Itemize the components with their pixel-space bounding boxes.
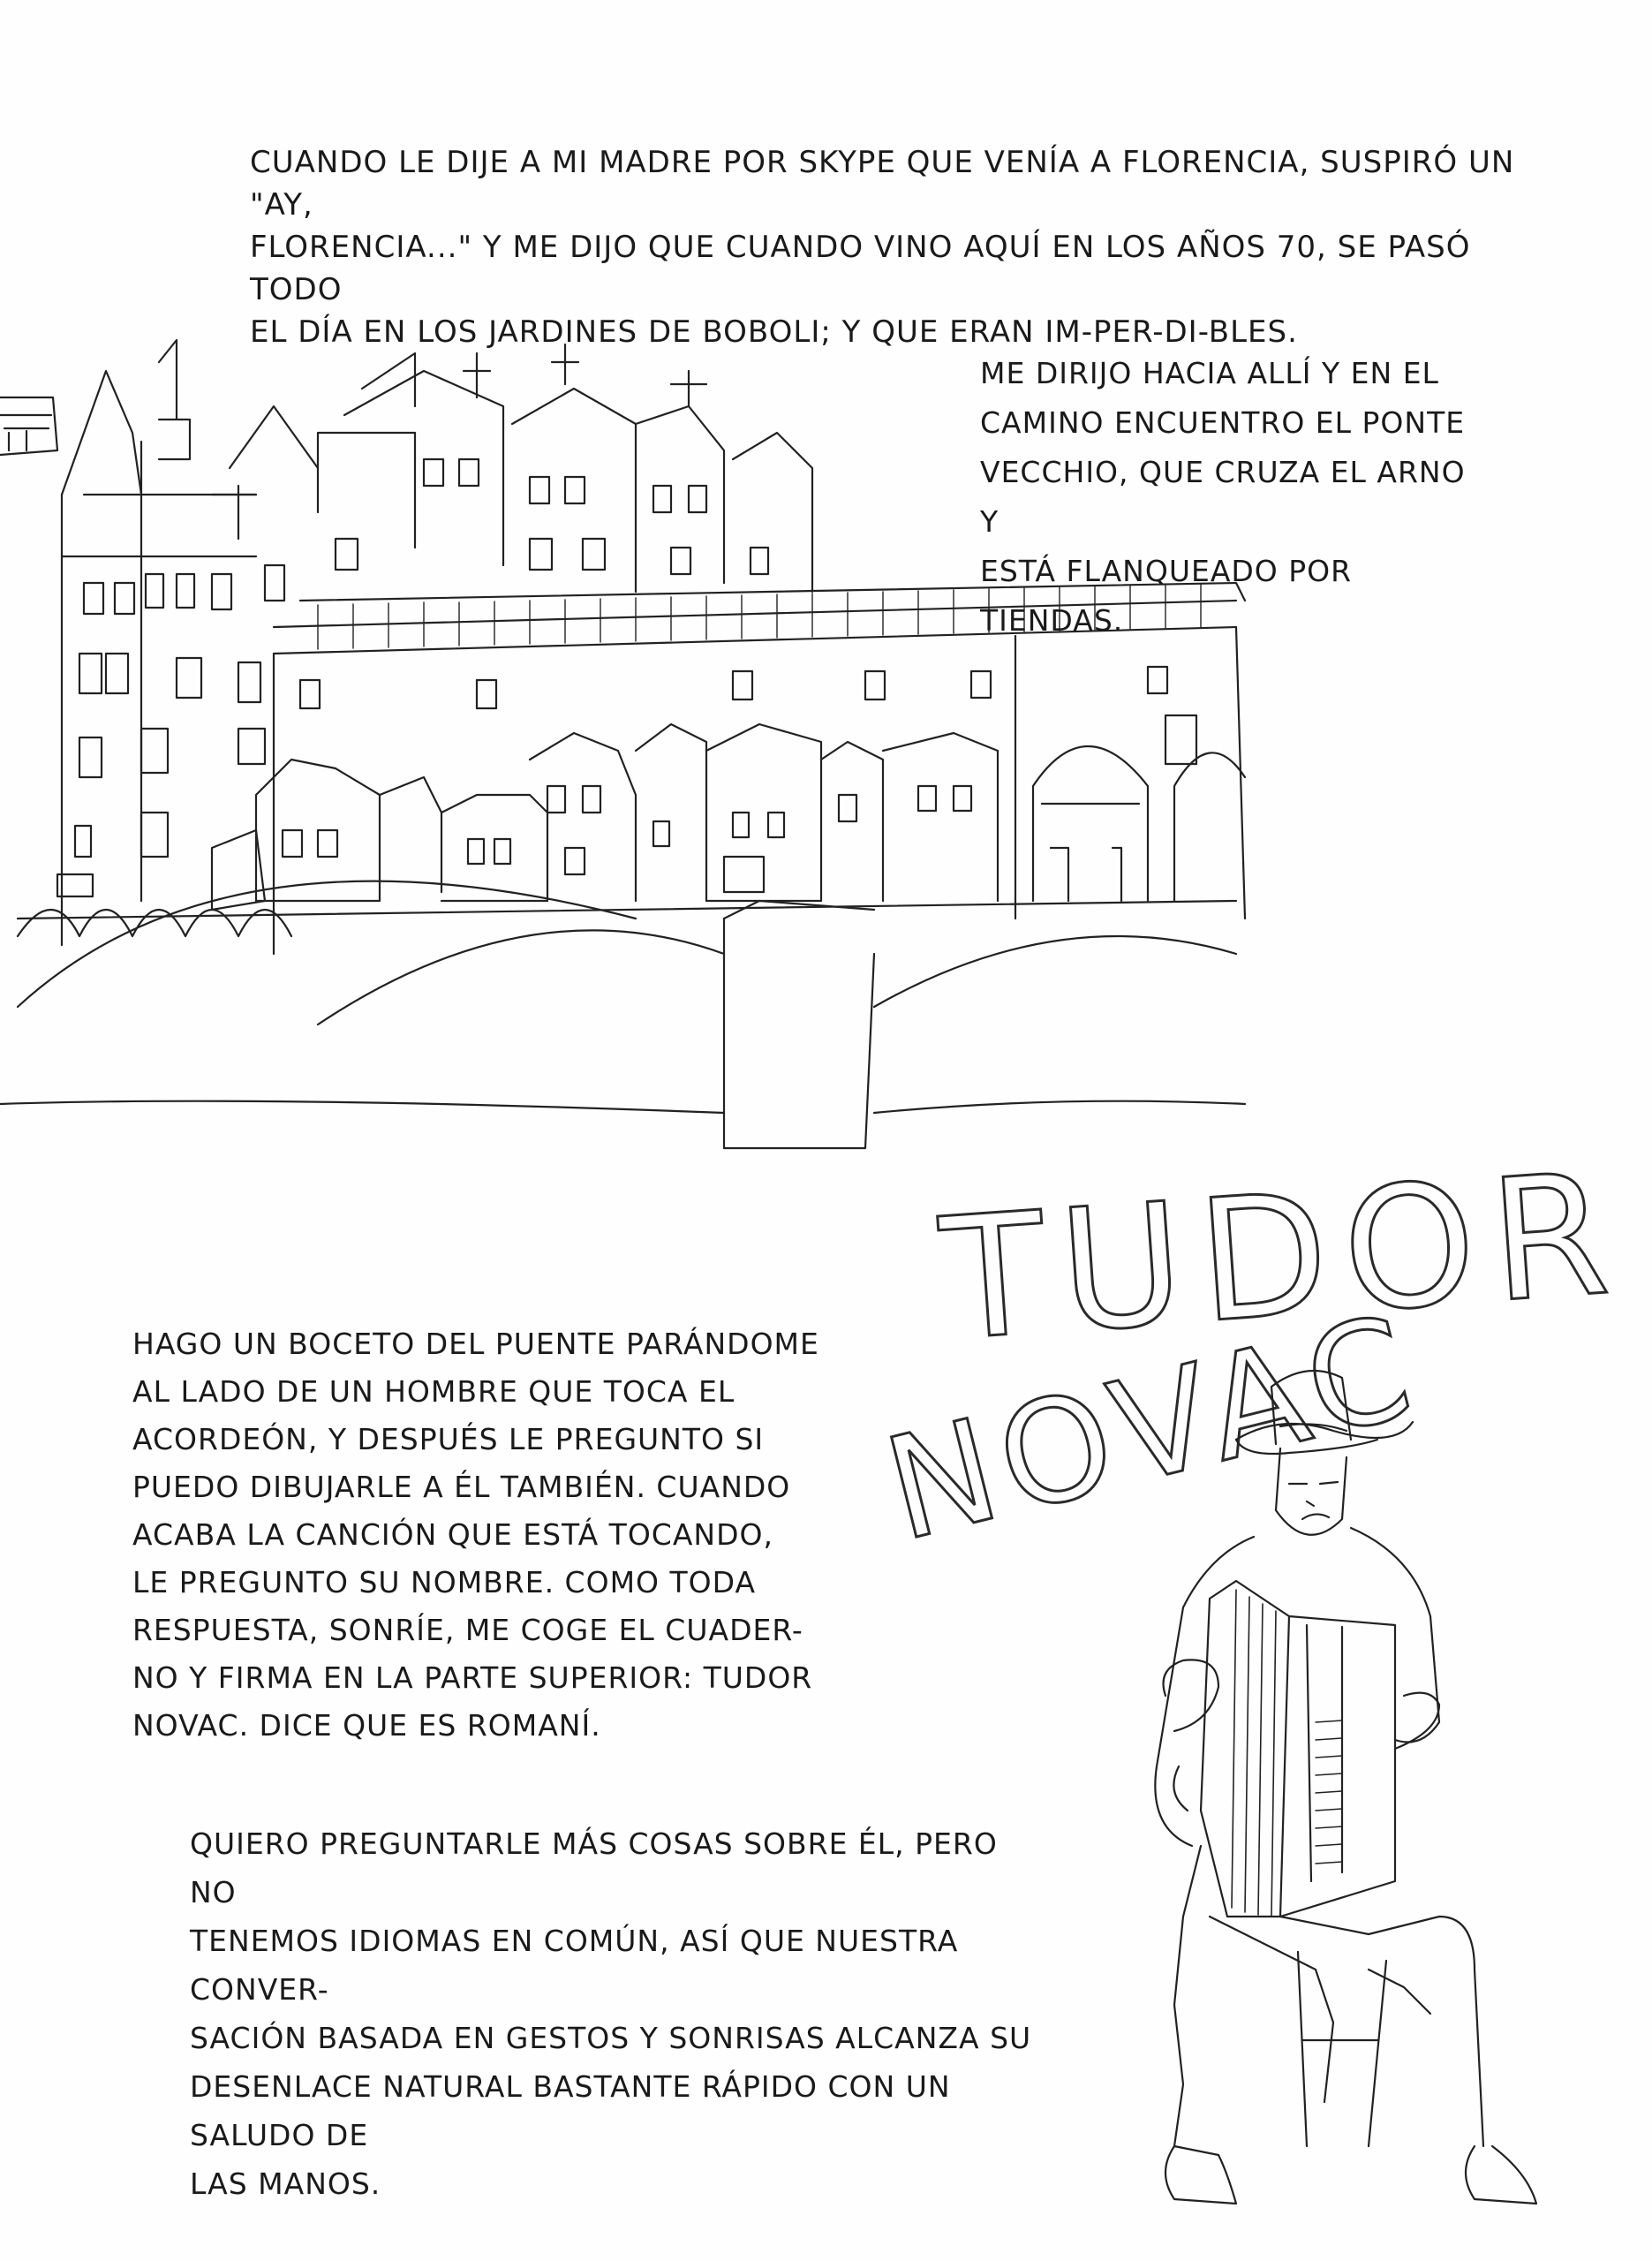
- caption-intro: CUANDO LE DIJE A MI MADRE POR SKYPE QUE VENÍA A FLORENCIA, SUSPIRÓ UN "AY, FLORENCIA..." Y ME DIJO QUE CUANDO VINO AQUÍ EN LOS AÑOS 70, SE PASÓ TODO EL DÍA EN LOS JARDINES DE BOBOLI; Y QUE ERAN IM-PER-DI-BLES.: [250, 145, 1515, 350]
- caption-sketch: HAGO UN BOCETO DEL PUENTE PARÁNDOME AL LADO DE UN HOMBRE QUE TOCA EL ACORDEÓN, Y DESPUÉS LE PREGUNTO SI PUEDO DIBUJARLE A ÉL TAMBIÉN. CUANDO ACABA LA CANCIÓN QUE ESTÁ TOCANDO, LE PREGUNTO SU NOMBRE. COMO TODA RESPUESTA, SONRÍE, ME COGE EL CUADER- NO Y FIRMA EN LA PARTE SUPERIOR: TUDOR NOVAC. DICE QUE ES ROMANÍ.: [132, 1327, 819, 1743]
- svg-text:NOVAC: NOVAC: [871, 1282, 1435, 1573]
- caption-bridge: ME DIRIJO HACIA ALLÍ Y EN EL CAMINO ENCUENTRO EL PONTE VECCHIO, QUE CRUZA EL ARNO Y ESTÁ FLANQUEADO POR TIENDAS.: [980, 356, 1466, 638]
- caption-language: QUIERO PREGUNTARLE MÁS COSAS SOBRE ÉL, PERO NO TENEMOS IDIOMAS EN COMÚN, ASÍ QUE NUESTRA CONVER- SACIÓN BASADA EN GESTOS Y SONRISAS ALCANZA SU DESENLACE NATURAL BASTANTE RÁPIDO CON UN SALUDO DE LAS MANOS.: [190, 1826, 1032, 2201]
- accordion-player-illustration: [1104, 1351, 1545, 2217]
- svg-text:TUDOR: TUDOR: [935, 1135, 1631, 1379]
